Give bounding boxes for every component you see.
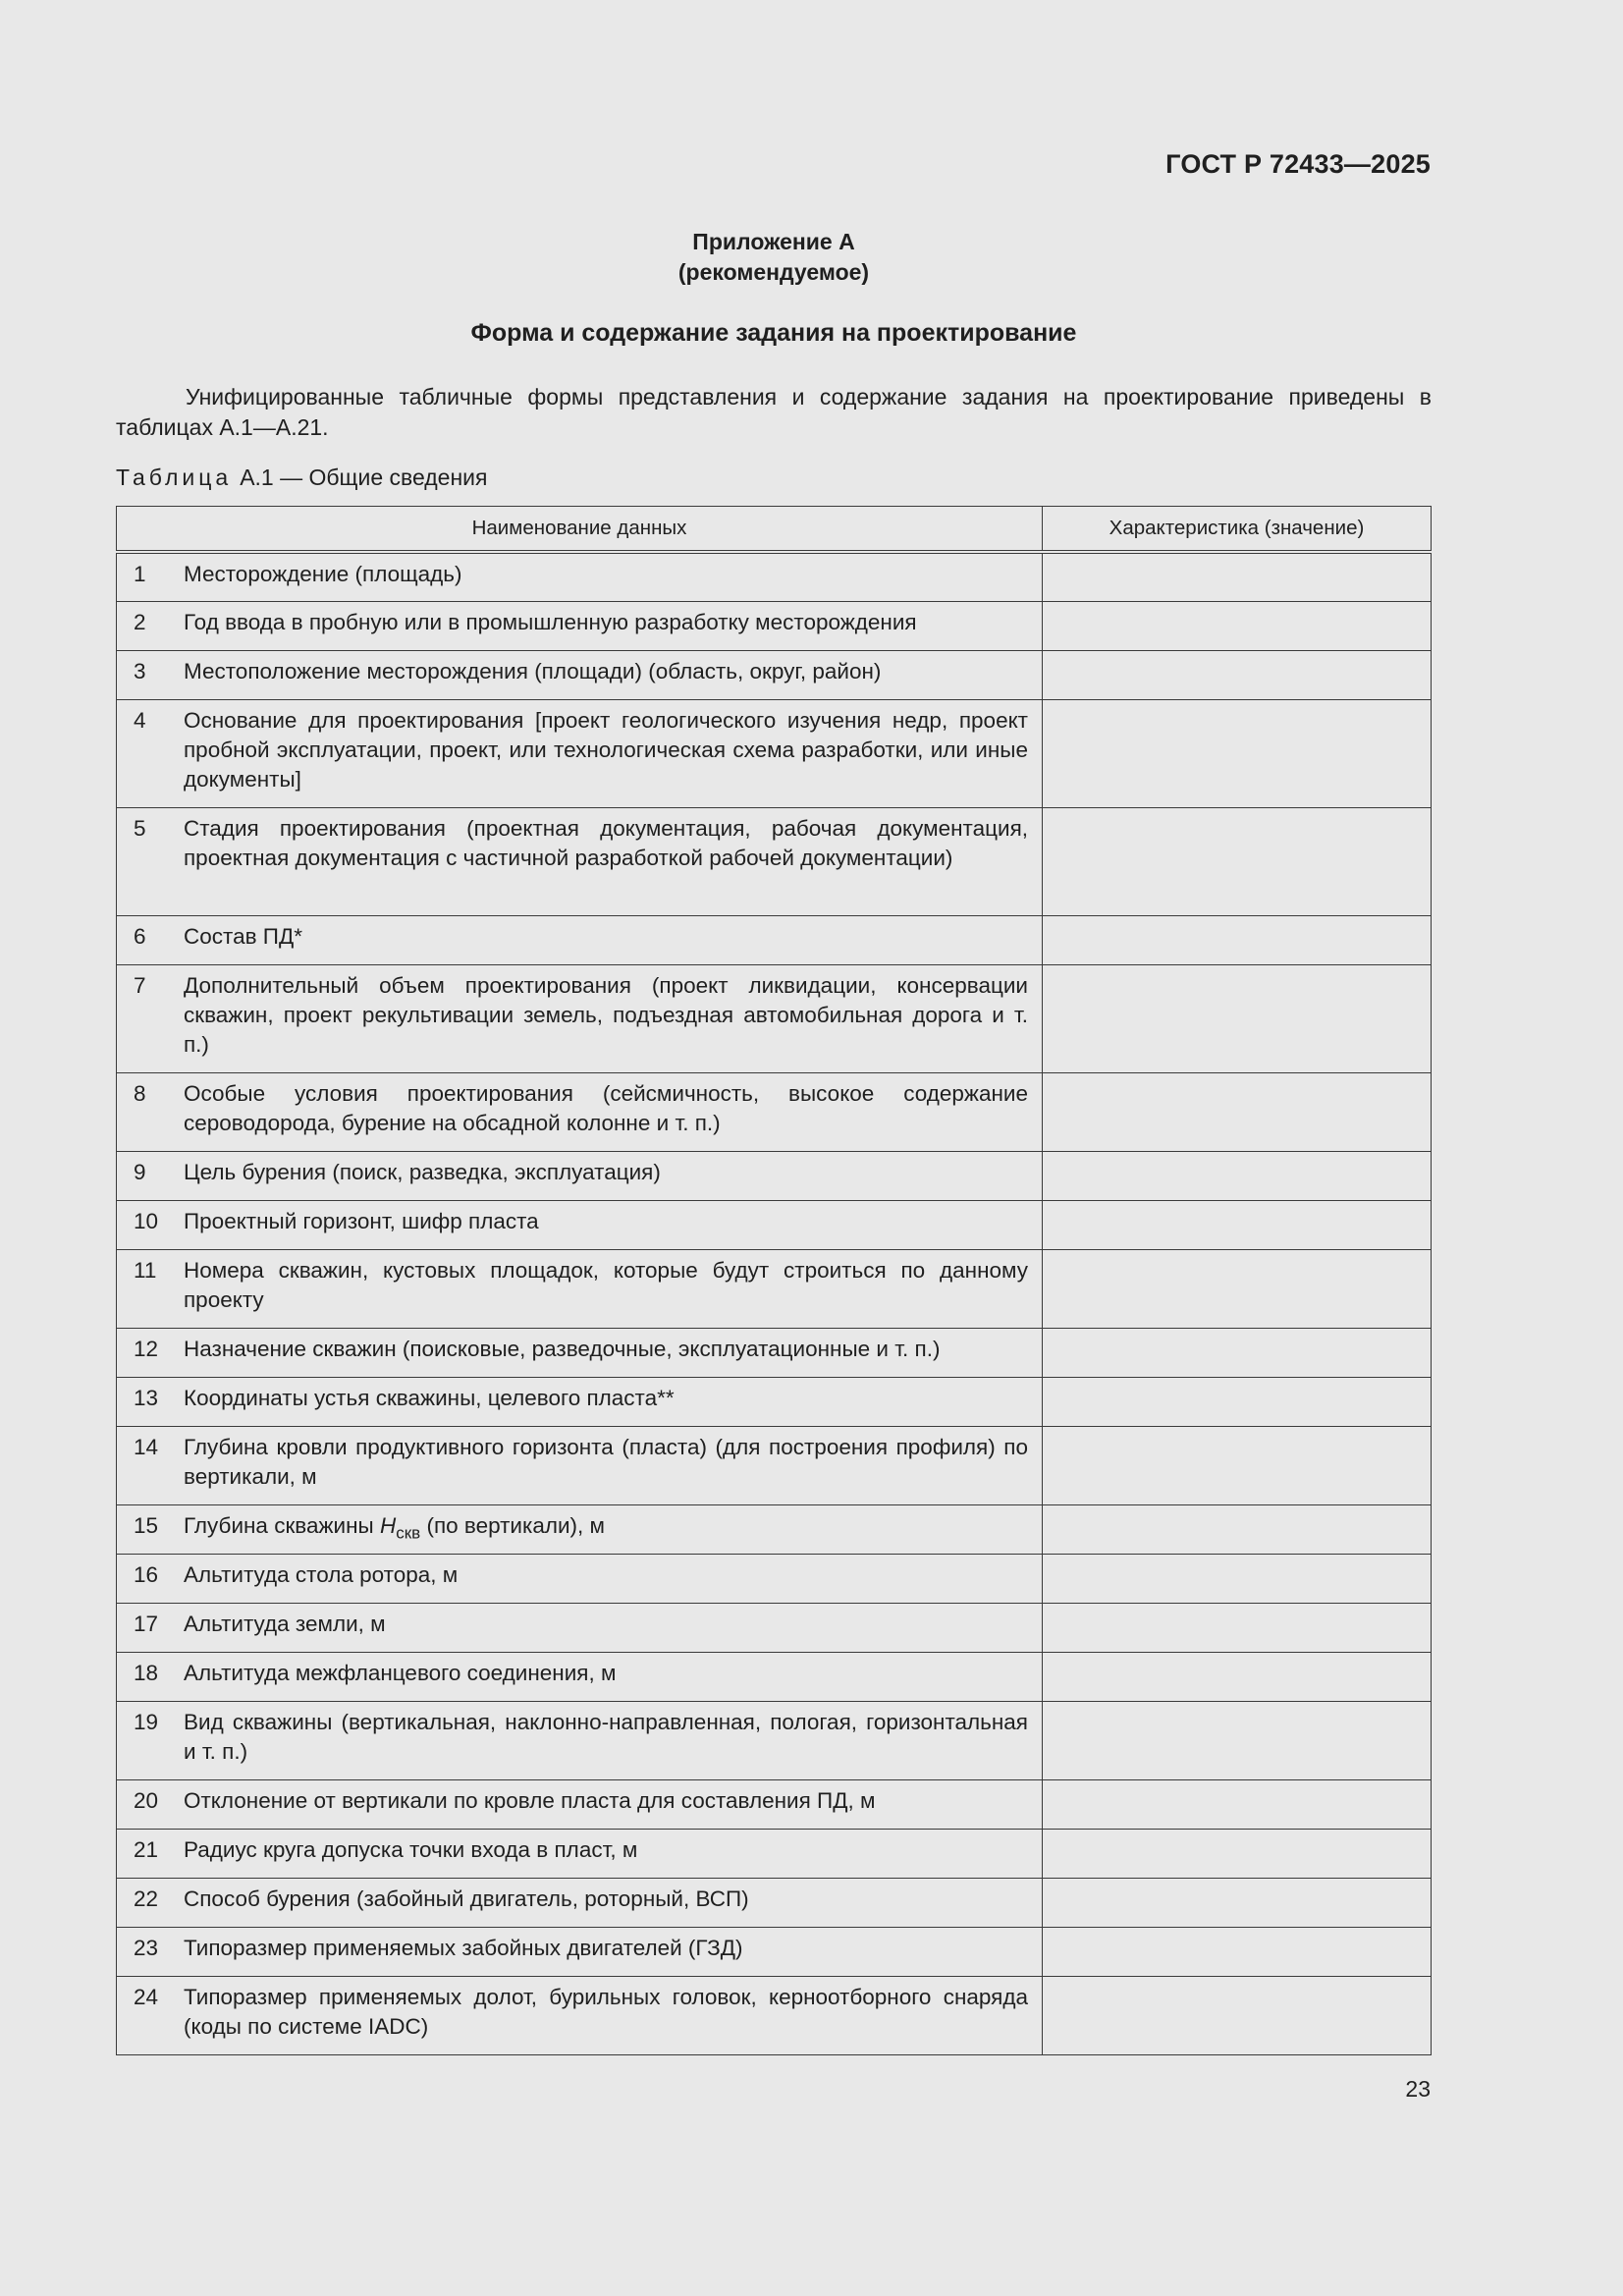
data-name-cell	[117, 601, 1043, 650]
row-number: 22	[134, 1886, 159, 1911]
row-number: 21	[134, 1837, 159, 1862]
data-name-cell	[117, 1653, 1043, 1702]
table-caption	[116, 465, 487, 491]
value-cell[interactable]	[1043, 699, 1432, 807]
row-number: 3	[134, 658, 146, 683]
value-cell[interactable]	[1043, 1555, 1432, 1604]
row-number: 4	[134, 707, 146, 733]
table-caption-text: А.1 — Общие сведения	[240, 465, 488, 490]
table-row	[117, 1555, 1432, 1604]
data-name-cell	[117, 1151, 1043, 1200]
row-number: 15	[134, 1512, 159, 1538]
table-row	[117, 1200, 1432, 1249]
table-row	[117, 1504, 1432, 1555]
row-text: Основание для проектирования [проект геологического изучения недр, проект пробной эксплуатации, проект, или технологическая схема разработки, или иные документы]	[184, 707, 1028, 792]
row-text: Местоположение месторождения (площади) (область, округ, район)	[184, 658, 882, 683]
data-name-cell	[117, 1780, 1043, 1830]
table-row	[117, 1830, 1432, 1879]
value-cell[interactable]	[1043, 807, 1432, 915]
row-number: 19	[134, 1710, 159, 1734]
value-cell[interactable]	[1043, 1879, 1432, 1928]
row-text: Особые условия проектирования (сейсмичность, высокое содержание сероводорода, бурение на обсадной колонне и т. п.)	[184, 1080, 1028, 1135]
row-text: Дополнительный объем проектирования (проект ликвидации, консервации скважин, проект рекультивации земель, подъездная автомобильная дорога и т. п.)	[184, 972, 1028, 1057]
value-cell[interactable]	[1043, 650, 1432, 699]
intro-paragraph: Унифицированные табличные формы представления и содержание задания на проектирование приведены в таблицах А.1—А.21.	[116, 384, 1432, 440]
data-name-cell	[117, 1426, 1043, 1504]
value-cell[interactable]	[1043, 1377, 1432, 1426]
row-number: 11	[134, 1257, 157, 1283]
row-number: 12	[134, 1336, 159, 1361]
row-text: Типоразмер применяемых забойных двигателей (ГЗД)	[184, 1936, 743, 1960]
value-cell[interactable]	[1043, 1151, 1432, 1200]
table-caption-word: Таблица	[116, 465, 233, 490]
data-name-cell	[117, 1200, 1043, 1249]
row-number: 7	[134, 972, 146, 998]
row-text: Назначение скважин (поисковые, разведочные, эксплуатационные и т. п.)	[184, 1336, 941, 1361]
row-number: 13	[134, 1385, 159, 1410]
value-cell[interactable]	[1043, 1653, 1432, 1702]
document-code: ГОСТ Р 72433—2025	[1165, 149, 1431, 179]
row-number: 18	[134, 1661, 159, 1685]
data-name-cell	[117, 1604, 1043, 1653]
appendix-title: Приложение А	[692, 229, 855, 254]
row-text: Стадия проектирования (проектная документация, рабочая документация, проектная документация с частичной разработкой рабочей документации)	[184, 815, 1028, 870]
row-text: Состав ПД*	[184, 923, 302, 949]
table-row	[117, 650, 1432, 699]
row-number: 10	[134, 1208, 159, 1233]
row-text: Типоразмер применяемых долот, бурильных головок, керноотборного снаряда (коды по системе IADC)	[184, 1985, 1028, 2039]
table-row	[117, 807, 1432, 915]
table-row	[117, 915, 1432, 964]
table-row	[117, 1780, 1432, 1830]
value-cell[interactable]	[1043, 1328, 1432, 1377]
table-row	[117, 699, 1432, 807]
table-row	[117, 1702, 1432, 1780]
table-row	[117, 1604, 1432, 1653]
data-name-cell	[117, 699, 1043, 807]
data-name-cell	[117, 552, 1043, 601]
row-number: 6	[134, 923, 146, 949]
value-cell[interactable]	[1043, 1200, 1432, 1249]
table-row	[117, 1249, 1432, 1328]
data-name-cell	[117, 915, 1043, 964]
row-text: Проектный горизонт, шифр пласта	[184, 1208, 539, 1233]
data-name-cell	[117, 1879, 1043, 1928]
row-number: 14	[134, 1434, 159, 1459]
row-text: Глубина кровли продуктивного горизонта (пласта) (для построения профиля) по вертикали, м	[184, 1434, 1028, 1489]
row-text: Альтитуда стола ротора, м	[184, 1562, 459, 1587]
data-name-cell	[117, 807, 1043, 915]
table-row	[117, 1328, 1432, 1377]
table-row	[117, 552, 1432, 601]
row-text: Цель бурения (поиск, разведка, эксплуатация)	[184, 1159, 661, 1184]
appendix-heading	[116, 227, 1432, 288]
row-text: Глубина скважины $H_{скв}$ (по вертикали), м	[184, 1512, 606, 1542]
value-cell[interactable]	[1043, 601, 1432, 650]
value-cell[interactable]	[1043, 1780, 1432, 1830]
row-number: 20	[134, 1788, 159, 1813]
row-number: 1	[134, 562, 146, 586]
data-name-cell	[117, 1555, 1043, 1604]
value-cell[interactable]	[1043, 1072, 1432, 1151]
table-row	[117, 1072, 1432, 1151]
value-cell[interactable]	[1043, 552, 1432, 601]
row-number: 5	[134, 815, 146, 841]
table-row	[117, 1977, 1432, 2055]
value-cell[interactable]	[1043, 1504, 1432, 1555]
data-name-cell	[117, 1504, 1043, 1555]
row-text: Месторождение (площадь)	[184, 562, 462, 586]
row-number: 8	[134, 1080, 146, 1106]
row-number: 24	[134, 1985, 159, 2009]
column-header-name: Наименование данных	[117, 507, 1043, 553]
table-row	[117, 964, 1432, 1072]
table-row	[117, 1426, 1432, 1504]
table-body	[117, 552, 1432, 2055]
data-name-cell	[117, 1977, 1043, 2055]
table-row	[117, 1928, 1432, 1977]
row-number: 2	[134, 609, 146, 634]
table-row	[117, 1879, 1432, 1928]
row-text: Год ввода в пробную или в промышленную разработку месторождения	[184, 609, 917, 634]
data-name-cell	[117, 964, 1043, 1072]
table-header-row	[117, 507, 1432, 553]
row-number: 23	[134, 1936, 159, 1960]
data-name-cell	[117, 1702, 1043, 1780]
value-cell[interactable]	[1043, 1830, 1432, 1879]
value-cell[interactable]	[1043, 1977, 1432, 2055]
row-text: Способ бурения (забойный двигатель, роторный, ВСП)	[184, 1886, 749, 1911]
data-name-cell	[117, 1377, 1043, 1426]
data-name-cell	[117, 1249, 1043, 1328]
value-cell[interactable]	[1043, 1426, 1432, 1504]
row-number: 17	[134, 1612, 159, 1636]
page-number: 23	[1405, 2076, 1431, 2102]
table-row	[117, 601, 1432, 650]
value-cell[interactable]	[1043, 1249, 1432, 1328]
appendix-status: (рекомендуемое)	[677, 259, 870, 285]
data-name-cell	[117, 1928, 1043, 1977]
row-text: Координаты устья скважины, целевого пласта**	[184, 1385, 675, 1410]
data-name-cell	[117, 1072, 1043, 1151]
table-row	[117, 1377, 1432, 1426]
row-text: Альтитуда земли, м	[184, 1612, 386, 1636]
row-text: Радиус круга допуска точки входа в пласт, м	[184, 1837, 638, 1862]
column-header-value: Характеристика (значение)	[1043, 507, 1432, 553]
value-cell[interactable]	[1043, 1928, 1432, 1977]
general-info-table	[116, 506, 1432, 2055]
row-text: Вид скважины (вертикальная, наклонно-направленная, пологая, горизонтальная и т. п.)	[184, 1710, 1028, 1764]
row-text: Номера скважин, кустовых площадок, которые будут строиться по данному проекту	[184, 1257, 1028, 1312]
value-cell[interactable]	[1043, 915, 1432, 964]
value-cell[interactable]	[1043, 1604, 1432, 1653]
row-number: 16	[134, 1562, 159, 1587]
data-name-cell	[117, 1328, 1043, 1377]
value-cell[interactable]	[1043, 964, 1432, 1072]
row-number: 9	[134, 1159, 146, 1184]
value-cell[interactable]	[1043, 1702, 1432, 1780]
data-name-cell	[117, 650, 1043, 699]
section-title: Форма и содержание задания на проектирование	[470, 319, 1077, 347]
table-row	[117, 1151, 1432, 1200]
table-row	[117, 1653, 1432, 1702]
data-name-cell	[117, 1830, 1043, 1879]
row-text: Альтитуда межфланцевого соединения, м	[184, 1661, 617, 1685]
row-text: Отклонение от вертикали по кровле пласта для составления ПД, м	[184, 1788, 876, 1813]
